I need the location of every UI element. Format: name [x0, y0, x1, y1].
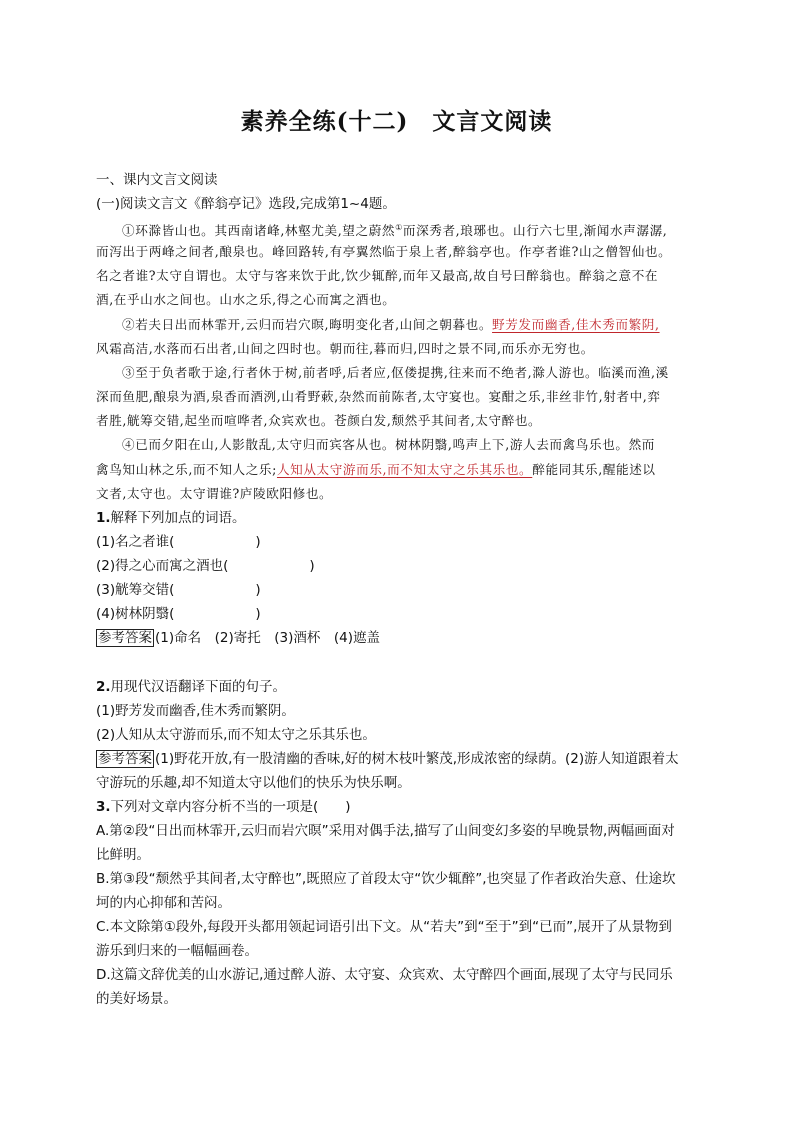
passage-line: 者胜,觥筹交错,起坐而喧哗者,众宾欢也。苍颜白发,颓然乎其间者,太守醉也。 — [96, 413, 542, 428]
question-1-item: (4)树林阴翳( ) — [96, 606, 261, 622]
page-title: 素养全练(十二) 文言文阅读 — [240, 108, 553, 135]
section-heading: 一、课内文言文阅读 — [96, 172, 218, 188]
answer-label: 参考答案 — [98, 630, 152, 646]
question-2: 2.用现代汉语翻译下面的句子。 — [96, 679, 287, 695]
option-a: A.第②段“日出而林霏开,云归而岩穴暝”采用对偶手法,描写了山间变幻多姿的早晚景物,两幅画面对 — [96, 823, 675, 839]
question-2-answer-cont: 守游玩的乐趣,却不知道太守以他们的快乐为快乐啊。 — [96, 775, 411, 791]
passage-line: 而泻出于两峰之间者,酿泉也。峰回路转,有亭翼然临于泉上者,醉翁亭也。作亭者谁?山之僧智仙也。 — [96, 244, 672, 259]
option-d-cont: 的美好场景。 — [96, 991, 177, 1007]
passage-line: ①环滁皆山也。其西南诸峰,林壑尤美,望之蔚然①而深秀者,琅琊也。山行六七里,渐闻水声潺潺, — [122, 223, 668, 239]
question-1: 1.解释下列加点的词语。 — [96, 510, 246, 526]
highlighted-sentence: 人知从太守游而乐,而不知太守之乐其乐也。 — [276, 462, 533, 477]
option-c: C.本文除第①段外,每段开头都用领起词语引出下文。从“若夫”到“至于”到“已而”,展开了从景物到 — [96, 919, 672, 935]
option-d: D.这篇文辞优美的山水游记,通过醉人游、太守宴、众宾欢、太守醉四个画面,展现了太守与民同乐 — [96, 967, 673, 983]
footnote-marker: ① — [395, 223, 403, 232]
question-2-answer: 参考答案 (1)野花开放,有一股清幽的香味,好的树木枝叶繁茂,形成浓密的绿荫。(2)游人知道跟着太 — [98, 751, 679, 767]
passage-line: 禽鸟知山林之乐,而不知人之乐;人知从太守游而乐,而不知太守之乐其乐也。醉能同其乐,醒能述以 — [96, 462, 656, 477]
question-1-item: (1)名之者谁( ) — [96, 534, 261, 550]
group-intro: (一)阅读文言文《醉翁亭记》选段,完成第1~4题。 — [96, 196, 396, 212]
question-3: 3.下列对文章内容分析不当的一项是( ) — [96, 799, 351, 815]
passage-line: ③至于负者歌于途,行者休于树,前者呼,后者应,伛偻提携,往来而不绝者,滁人游也。临溪而渔,溪 — [122, 365, 669, 380]
question-1-item: (3)觥筹交错( ) — [96, 582, 261, 598]
option-a-cont: 比鲜明。 — [96, 847, 150, 863]
highlighted-sentence: 野芳发而幽香,佳木秀而繁阴, — [492, 317, 660, 332]
passage-line: 风霜高洁,水落而石出者,山间之四时也。朝而往,暮而归,四时之景不同,而乐亦无穷也。 — [96, 341, 594, 356]
option-c-cont: 游乐到归来的一幅幅画卷。 — [96, 943, 258, 959]
answer-label: 参考答案 — [98, 751, 152, 767]
question-1-answer: 参考答案 (1)命名 (2)寄托 (3)酒杯 (4)遮盖 — [98, 630, 380, 646]
passage-line: 深而鱼肥,酿泉为酒,泉香而酒洌,山肴野蔌,杂然而前陈者,太守宴也。宴酣之乐,非丝非竹,射者中,弈 — [96, 389, 661, 404]
question-1-item: (2)得之心而寓之酒也( ) — [96, 558, 315, 574]
option-b-cont: 坷的内心抑郁和苦闷。 — [96, 895, 231, 911]
passage-line: 文者,太守也。太守谓谁?庐陵欧阳修也。 — [96, 486, 333, 501]
passage-line: ④已而夕阳在山,人影散乱,太守归而宾客从也。树林阴翳,鸣声上下,游人去而禽鸟乐也。然而 — [122, 437, 655, 452]
passage-line: 酒,在乎山水之间也。山水之乐,得之心而寓之酒也。 — [96, 292, 396, 307]
question-2-item: (1)野芳发而幽香,佳木秀而繁阴。 — [96, 703, 295, 719]
passage-line: 名之者谁?太守自谓也。太守与客来饮于此,饮少辄醉,而年又最高,故自号曰醉翁也。醉翁之意不在 — [96, 268, 659, 283]
question-2-item: (2)人知从太守游而乐,而不知太守之乐其乐也。 — [96, 727, 376, 743]
option-b: B.第③段“颓然乎其间者,太守醉也”,既照应了首段太守“饮少辄醉”,也突显了作者政治失意、仕途坎 — [96, 871, 676, 887]
passage-line: ②若夫日出而林霏开,云归而岩穴暝,晦明变化者,山间之朝暮也。野芳发而幽香,佳木秀而繁阴, — [122, 317, 660, 332]
